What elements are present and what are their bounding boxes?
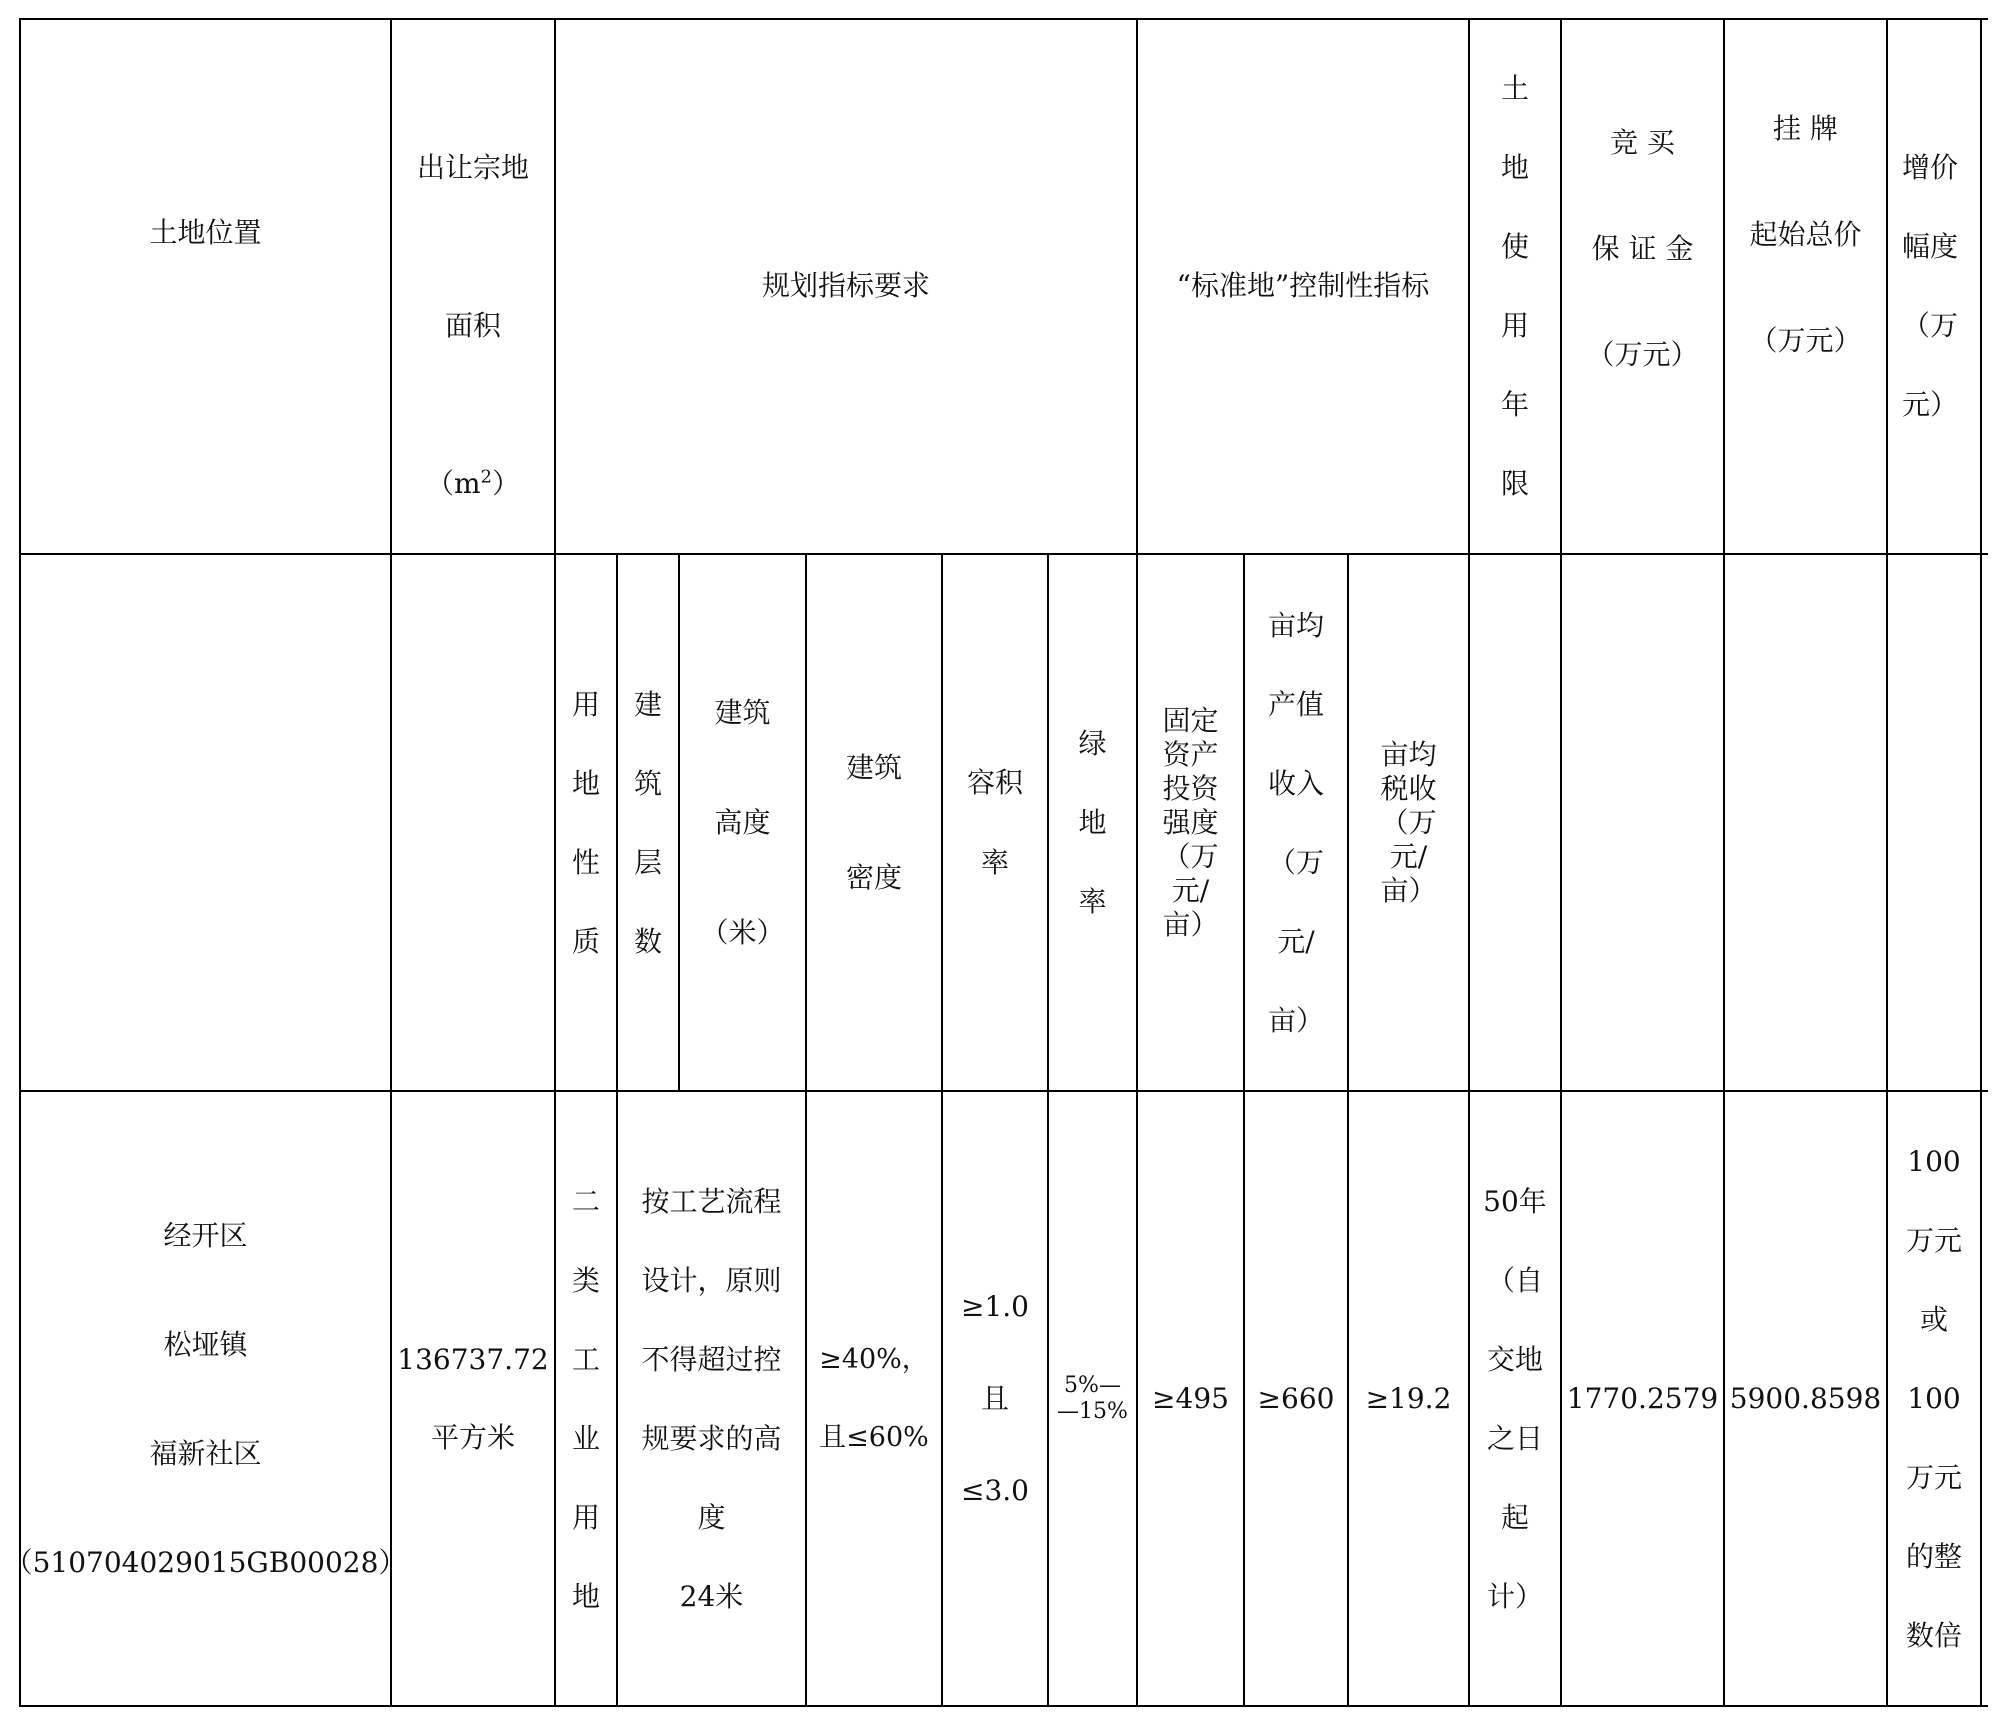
header-term-text: 土地使用年限 [1500,71,1529,500]
row-far-text: ≥1.0 且 ≤3.0 [961,1289,1029,1507]
header-increment [1886,18,1982,553]
row-green [1047,1090,1138,1707]
subheader-far [941,553,1049,1092]
header-location [19,18,392,448]
header-planning [554,18,1138,553]
header-area-line1: 出让宗地 [416,150,529,184]
row-output [1243,1090,1349,1707]
header-area-unit-open: （m [425,466,481,500]
header-start-price [1723,76,1888,516]
row-term [1468,1162,1562,1642]
row-location [4,1090,407,1707]
row-term-text: 50年 （自 交地 之日 起 计） [1483,1185,1547,1613]
header-area [390,18,556,553]
row-investment [1136,1090,1245,1707]
header-planning-text: 规划指标要求 [761,268,930,302]
row-height-text: 按工艺流程 设计，原则 不得超过控 规要求的高 度 24米 [641,1184,782,1613]
header-deposit [1560,90,1725,530]
row-land-use [554,1090,618,1707]
header-term [1468,18,1562,553]
row-green-text: 5%— —15% [1057,1372,1128,1424]
row-deposit [1560,1090,1725,1707]
row-increment [1886,1090,1982,1707]
row-deposit-text: 1770.2579 [1566,1381,1719,1415]
row-far [941,1090,1049,1707]
row-tax-text: ≥19.2 [1365,1381,1452,1415]
header-standard-land-text: “标准地”控制性指标 [1176,268,1430,302]
row-area-text: 136737.72 平方米 [397,1342,549,1454]
header-area-unit [426,467,520,500]
subheader-height-text: 建筑 高度 （米） [700,695,785,949]
header-deposit-text: 竞 买 保 证 金 （万元） [1586,126,1699,371]
subheader-density [805,553,943,1092]
row-location-text: 经开区 松垭镇 福新社区 （510704029015GB00028） [4,1218,407,1579]
row-density-text: ≥40%， 且≤60% [819,1343,929,1453]
row-density [805,1090,943,1707]
subheader-floors-text: 建筑层数 [633,687,662,958]
subheader-tax-text: 亩均税收（万元/亩） [1380,737,1437,907]
subheader-land-use [554,553,618,1092]
subheader-investment-text: 固定资产投资强度（万元/亩） [1162,703,1219,941]
row-land-use-text: 二类工业用地 [571,1184,600,1613]
row-increment-text: 100 万元 或 100 万元 的整 数倍 [1905,1145,1962,1652]
header-location-text: 土地位置 [149,216,262,249]
subheader-output [1243,553,1349,1092]
subheader-tax [1347,553,1470,1092]
subheader-investment [1136,553,1245,1092]
subheader-floors [616,553,680,1092]
subheader-height [678,553,807,1092]
header-area-unit-close: ） [491,466,520,500]
subheader-output-text: 亩均 产值 收入 （万 元/ 亩） [1267,608,1324,1037]
header-standard-land [1136,80,1470,490]
row-start-price [1723,1090,1888,1707]
subheader-land-use-text: 用地性质 [571,687,600,958]
header-area-unit-exp: 2 [480,466,492,488]
header-area-text [417,49,529,523]
row-output-text: ≥660 [1257,1381,1335,1415]
row-investment-text: ≥495 [1152,1381,1229,1415]
header-start-price-text: 挂 牌 起始总价 （万元） [1749,112,1862,357]
row-tax [1347,1090,1470,1707]
row-start-price-text: 5900.8598 [1729,1381,1882,1415]
subheader-green [1047,553,1138,1092]
row-height [616,1090,807,1707]
subheader-far-text: 容积 率 [966,765,1023,879]
subheader-green-text: 绿地率 [1078,727,1107,918]
subheader-density-text: 建筑 密度 [845,750,902,894]
header-area-line2: 面积 [444,308,501,342]
header-increment-text: 增价 幅度 （万 元） [1901,150,1958,421]
row-area [390,1090,556,1707]
